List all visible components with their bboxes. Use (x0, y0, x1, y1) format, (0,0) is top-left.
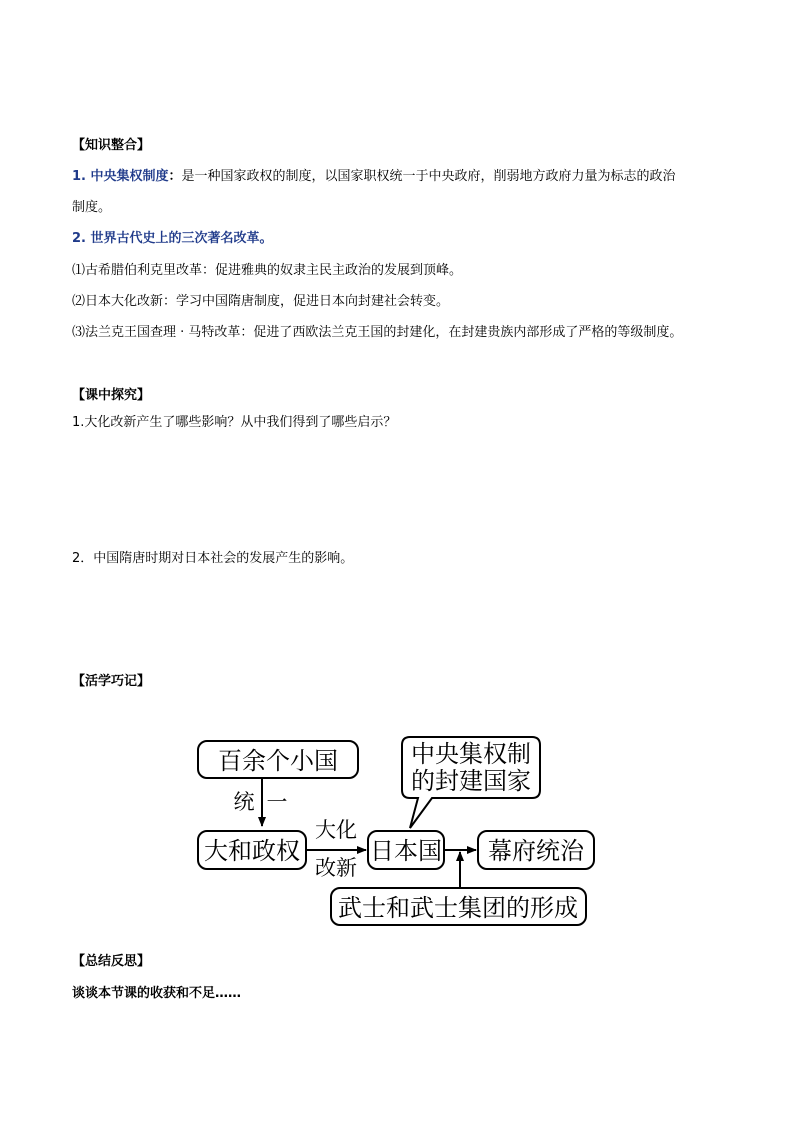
unify-label-left: 统 (233, 790, 255, 814)
summary-text: 谈谈本节课的收获和不足…… (72, 986, 242, 1001)
knowledge-item-2: 2. 世界古代史上的三次著名改革。 (72, 231, 273, 246)
shogunate-label: 幕府统治 (488, 837, 584, 865)
japan-label: 日本国 (370, 837, 442, 865)
reform-greece: ⑴古希腊伯利克里改革：促进雅典的奴隶主民主政治的发展到顶峰。 (72, 263, 463, 278)
item-1-colon: ： (168, 169, 182, 184)
reform-japan: ⑵日本大化改新：学习中国隋唐制度，促进日本向封建社会转变。 (72, 294, 450, 309)
yamato-label: 大和政权 (204, 837, 300, 865)
item-1-label: 1. 中央集权制度 (72, 169, 169, 184)
knowledge-heading: 【知识整合】 (72, 138, 151, 153)
explore-heading: 【课中探究】 (72, 388, 151, 403)
taika-label: 大化 (315, 818, 357, 842)
samurai-label: 武士和武士集团的形成 (338, 894, 578, 922)
small-states-label: 百余个小国 (218, 747, 338, 775)
reform-frank: ⑶法兰克王国查理 · 马特改革：促进了西欧法兰克王国的封建化，在封建贵族内部形成了严格的等级制度。 (72, 325, 683, 340)
callout-line-2: 的封建国家 (411, 767, 531, 795)
summary-heading: 【总结反思】 (72, 954, 151, 969)
explore-question-1: 1.大化改新产生了哪些影响？从中我们得到了哪些启示？ (72, 415, 397, 430)
memory-heading: 【活学巧记】 (72, 674, 151, 689)
callout-line-1: 中央集权制 (411, 740, 531, 768)
reform-label: 改新 (315, 856, 357, 880)
item-1-text: 是一种国家政权的制度，以国家职权统一于中央政府，削弱地方政府力量为标志的政治 (181, 169, 676, 184)
knowledge-item-1-cont: 制度。 (72, 200, 112, 215)
explore-question-2: 2．中国隋唐时期对日本社会的发展产生的影响。 (72, 551, 354, 566)
unify-label-right: 一 (266, 790, 288, 814)
